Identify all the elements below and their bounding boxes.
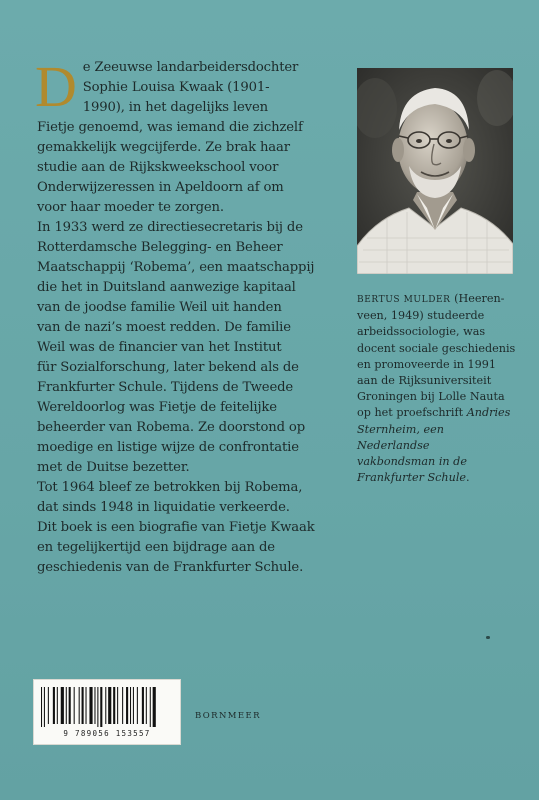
blurb-line: en tegelijkertijd een bijdrage aan de: [37, 540, 275, 555]
barcode-bar: [97, 687, 98, 727]
author-portrait: [357, 68, 513, 274]
barcode-bar: [53, 687, 55, 724]
blurb-line: e Zeeuwse landarbeidersdochter: [82, 60, 299, 75]
blurb-line: In 1933 werd ze directiesecretaris bij de: [37, 220, 303, 235]
barcode-bar: [117, 687, 118, 724]
blurb-line: Onderwijzeressen in Apeldoorn af om: [37, 180, 284, 195]
author-bio-fragment: (Heeren-: [454, 292, 505, 305]
barcode-bar: [142, 687, 144, 724]
author-bio-line: veen, 1949) studeerde: [357, 309, 485, 323]
barcode-bar: [69, 687, 71, 724]
author-bio-line: Groningen bij Lolle Nauta: [357, 390, 505, 404]
blurb-line: Dit boek is een biografie van Fietje Kwaak: [37, 520, 315, 535]
barcode-bar: [108, 687, 111, 724]
author-name: BERTUS MULDER: [357, 295, 451, 305]
author-bio-line: [357, 422, 519, 454]
barcode-bar: [122, 687, 123, 724]
barcode-bar: [100, 687, 102, 727]
barcode-bar: [146, 687, 147, 724]
blurb-line: für Sozialforschung, later bekend als de: [37, 360, 299, 375]
barcode-bar: [94, 687, 95, 724]
blurb-line: Tot 1964 bleef ze betrokken bij Robema,: [37, 480, 303, 495]
blurb-line: studie aan de Rijkskweekschool voor: [37, 160, 279, 175]
author-bio-line: en promoveerde in 1991: [357, 357, 497, 371]
barcode-bar: [133, 687, 134, 724]
thesis-title: Frankfurter Schule: [357, 471, 467, 485]
blurb-line: Rotterdamsche Belegging- en Beheer: [37, 240, 283, 255]
thesis-title: Andries: [466, 406, 511, 420]
blurb-line: Maatschappij ‘Robema’, een maatschappij: [37, 260, 315, 275]
blurb-line: moedige en listige wijze de confrontatie: [37, 440, 299, 455]
blurb-line: met de Duitse bezetter.: [37, 460, 190, 475]
blurb-line: van de nazi’s moest redden. De familie: [37, 320, 291, 335]
author-bio-line: [357, 470, 519, 486]
blurb-line: die het in Duitsland aanwezige kapitaal: [37, 280, 296, 295]
author-bio-end: .: [466, 471, 470, 485]
thesis-title: Sternheim, een Nederlandse: [357, 422, 444, 452]
isbn-digits: 9 789056 153557: [63, 729, 151, 738]
barcode-bar: [153, 687, 156, 727]
drop-cap: D: [35, 54, 77, 119]
barcode-bar: [66, 687, 67, 724]
blurb-line: Wereldoorlog was Fietje de feitelijke: [37, 400, 277, 415]
author-bio-line: aan de Rijksuniversiteit: [357, 374, 492, 388]
author-bio-line: docent sociale geschiedenis: [357, 341, 516, 355]
barcode-bar: [74, 687, 75, 724]
isbn-barcode: [33, 679, 181, 745]
barcode-bar: [86, 687, 87, 724]
barcode-bar: [57, 687, 58, 724]
barcode-bar: [44, 687, 45, 727]
blurb-line: voor haar moeder te zorgen.: [37, 200, 224, 215]
blurb-line: Frankfurter Schule. Tijdens de Tweede: [37, 380, 294, 395]
publisher-name: BORNMEER: [195, 711, 261, 721]
author-photo-illustration: [357, 68, 513, 274]
blurb-line: Weil was de financier van het Institut: [37, 340, 282, 355]
barcode-bar: [48, 687, 49, 724]
barcode-bar: [126, 687, 128, 724]
blurb-line: geschiedenis van de Frankfurter Schule.: [37, 560, 304, 575]
author-bio-line: [357, 405, 519, 421]
barcode-bar: [41, 687, 42, 727]
author-bio-line: [357, 454, 519, 470]
barcode-bar: [89, 687, 92, 724]
thesis-title: vakbondsman in de: [357, 455, 467, 469]
blurb-line: Sophie Louisa Kwaak (1901-: [82, 80, 270, 95]
barcode-bar: [150, 687, 151, 727]
author-bio-line: arbeidssociologie, was: [357, 325, 486, 339]
barcode-bar: [105, 687, 106, 724]
barcode-bar: [113, 687, 115, 724]
blurb: [35, 54, 337, 578]
blurb-line: 1990), in het dagelijks leven: [82, 100, 268, 115]
blurb-line: beheerder van Robema. Ze doorstond op: [37, 420, 306, 435]
barcode-bar: [130, 687, 131, 724]
blurb-line: Fietje genoemd, was iemand die zichzelf: [37, 120, 303, 135]
barcode-bar: [61, 687, 64, 724]
author-bio-line: [357, 291, 519, 308]
author-bio-fragment: op het proefschrift: [357, 406, 464, 420]
blurb-line: gemakkelijk wegcijferde. Ze brak haar: [37, 140, 290, 155]
barcode-bar: [79, 687, 80, 724]
blurb-line: van de joodse familie Weil uit handen: [37, 300, 282, 315]
barcode-bars: [39, 687, 175, 727]
barcode-bar: [82, 687, 84, 724]
author-bio: [357, 291, 519, 486]
cover-speck: [486, 636, 490, 639]
barcode-bar: [137, 687, 138, 724]
blurb-line: dat sinds 1948 in liquidatie verkeerde.: [37, 500, 290, 515]
